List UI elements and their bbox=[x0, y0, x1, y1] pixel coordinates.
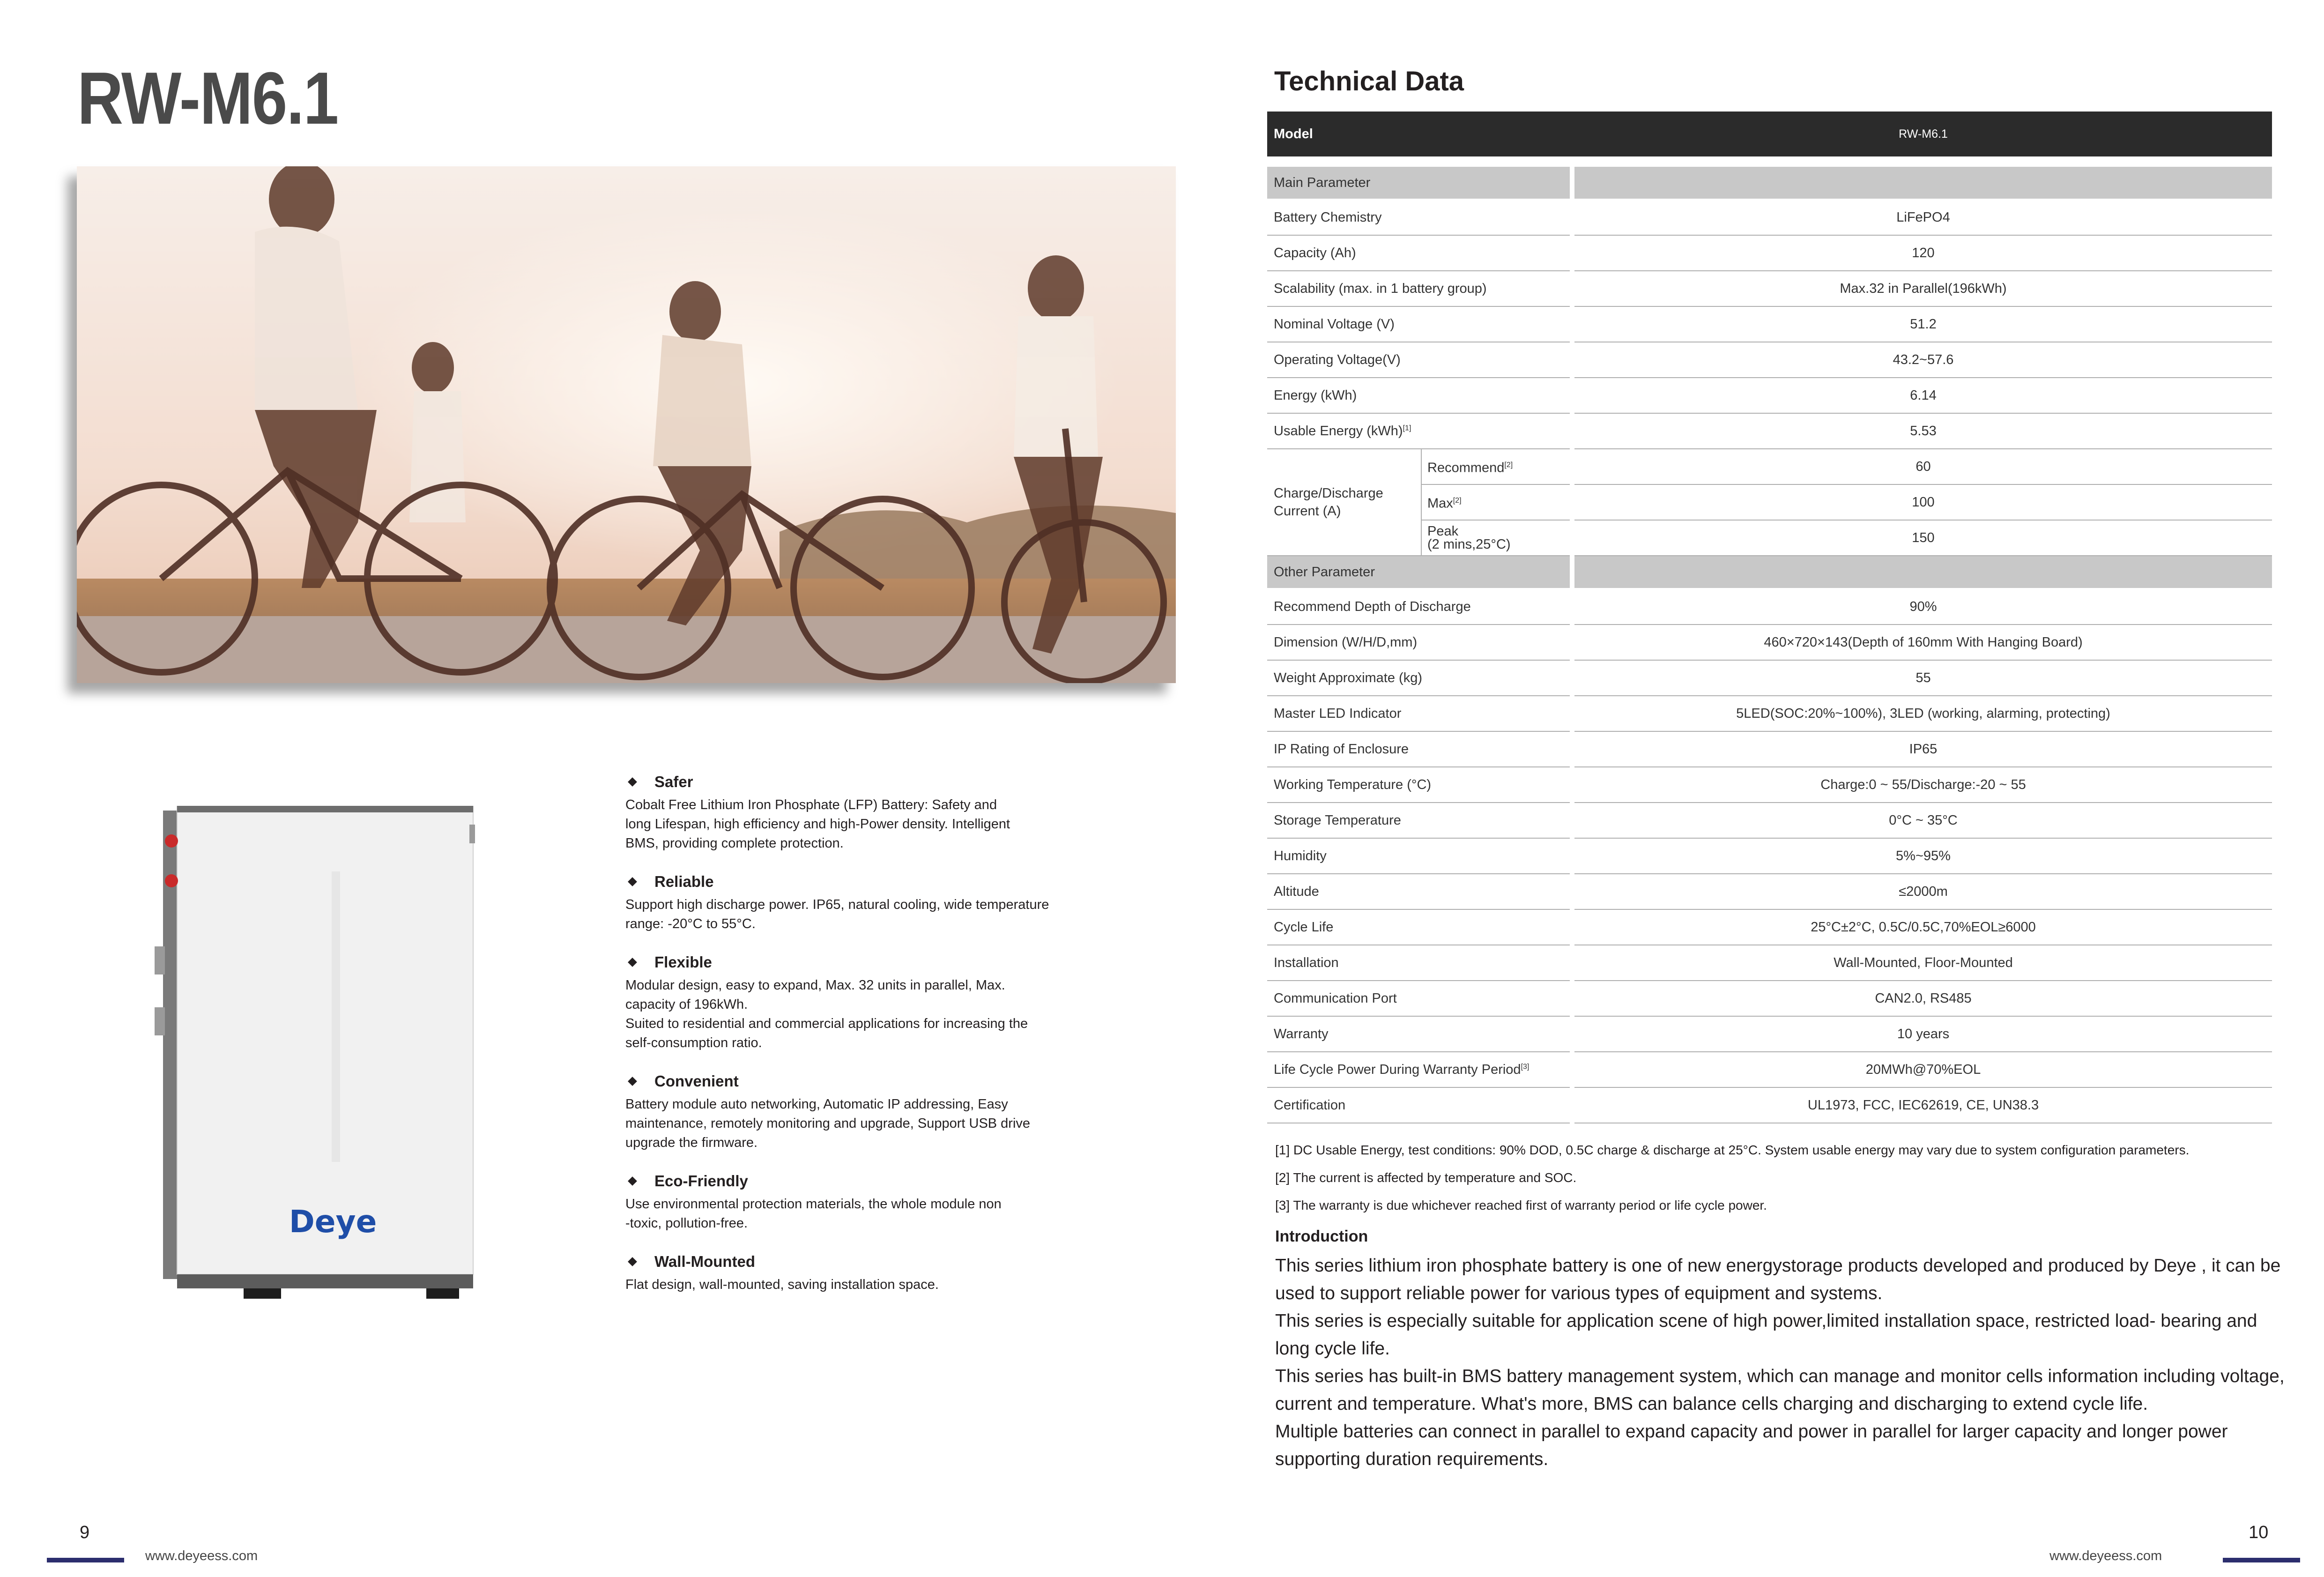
table-row bbox=[1267, 981, 2272, 1017]
table-row bbox=[1267, 945, 2272, 981]
feature-title: Eco-Friendly bbox=[654, 1172, 748, 1190]
header-value: RW-M6.1 bbox=[1574, 112, 2272, 156]
sub-label bbox=[1421, 485, 1570, 521]
intro-paragraph: This series lithium iron phosphate battery is one of new energystorage products developed and produced by Deye , it can be used to support reliable power for various types of equipment and systems. bbox=[1275, 1256, 2281, 1303]
feature-reliable bbox=[625, 873, 1075, 934]
intro-paragraph: This series is especially suitable for application scene of high power,limited installation space, restricted load- bearing and long cycle life. bbox=[1275, 1311, 2257, 1359]
row-label: Capacity (Ah) bbox=[1267, 236, 1570, 271]
row-value: 0°C ~ 35°C bbox=[1574, 803, 2272, 839]
row-label: Warranty bbox=[1267, 1017, 1570, 1052]
table-row bbox=[1267, 1017, 2272, 1052]
table-row bbox=[1267, 236, 2272, 271]
table-row bbox=[1267, 803, 2272, 839]
footnote-ref: [2] bbox=[1453, 497, 1462, 505]
page-number-right: 10 bbox=[2249, 1523, 2269, 1542]
diamond-bullet-icon bbox=[628, 877, 637, 886]
table-row bbox=[1267, 589, 2272, 625]
row-value: 460×720×143(Depth of 160mm With Hanging Board) bbox=[1574, 625, 2272, 661]
row-label bbox=[1267, 414, 1570, 449]
sub-label-text: Peak bbox=[1427, 524, 1459, 539]
diamond-bullet-icon bbox=[628, 777, 637, 787]
row-label: Cycle Life bbox=[1267, 910, 1570, 945]
table-row bbox=[1267, 449, 2272, 485]
footnotes bbox=[1275, 1136, 2287, 1219]
lifestyle-photo bbox=[77, 166, 1176, 683]
table-header-row bbox=[1267, 112, 2272, 156]
table-row bbox=[1267, 874, 2272, 910]
features-list bbox=[625, 773, 1075, 1314]
footnote-ref: [1] bbox=[1403, 424, 1411, 432]
table-row bbox=[1267, 1088, 2272, 1123]
row-label: Certification bbox=[1267, 1088, 1570, 1123]
feature-body: Support high discharge power. IP65, natural cooling, wide temperature range: -20°C to 55°C. bbox=[625, 897, 1049, 931]
section-other-parameter bbox=[1267, 556, 2272, 589]
table-row bbox=[1267, 414, 2272, 449]
row-label-text: Usable Energy (kWh) bbox=[1274, 423, 1403, 439]
feature-body: Cobalt Free Lithium Iron Phosphate (LFP) Battery: Safety and long Lifespan, high efficiency and high-Power density. Intelligent BMS, providing complete protection. bbox=[625, 797, 1010, 851]
table-row bbox=[1267, 910, 2272, 945]
row-value: 120 bbox=[1574, 236, 2272, 271]
model-title: RW-M6.1 bbox=[77, 57, 338, 140]
feature-eco-friendly bbox=[625, 1172, 1075, 1233]
footnote: [3] The warranty is due whichever reached first of warranty period or life cycle power. bbox=[1275, 1198, 1767, 1213]
table-row bbox=[1267, 342, 2272, 378]
feature-body: Battery module auto networking, Automatic IP addressing, Easy maintenance, remotely monitoring and upgrade, Support USB drive upgrade the firmware. bbox=[625, 1097, 1031, 1150]
section-label: Main Parameter bbox=[1267, 167, 1570, 200]
row-label: Charge/Discharge Current (A) bbox=[1267, 449, 1421, 556]
row-label: Humidity bbox=[1267, 839, 1570, 874]
feature-body: Flat design, wall-mounted, saving installation space. bbox=[625, 1277, 939, 1292]
diamond-bullet-icon bbox=[628, 1257, 637, 1266]
footnote: [1] DC Usable Energy, test conditions: 90% DOD, 0.5C charge & discharge at 25°C. System usable energy may vary due to system configuration parameters. bbox=[1275, 1143, 2190, 1157]
table-row bbox=[1267, 1052, 2272, 1088]
feature-safer bbox=[625, 773, 1075, 853]
row-value: ≤2000m bbox=[1574, 874, 2272, 910]
table-row bbox=[1267, 839, 2272, 874]
row-value: 43.2~57.6 bbox=[1574, 342, 2272, 378]
row-label: Storage Temperature bbox=[1267, 803, 1570, 839]
table-row bbox=[1267, 378, 2272, 414]
row-value: 60 bbox=[1574, 449, 2272, 485]
row-label: Working Temperature (°C) bbox=[1267, 767, 1570, 803]
footnote-ref: [2] bbox=[1504, 461, 1513, 469]
row-value: 6.14 bbox=[1574, 378, 2272, 414]
table-row bbox=[1267, 767, 2272, 803]
row-value: UL1973, FCC, IEC62619, CE, UN38.3 bbox=[1574, 1088, 2272, 1123]
row-value: 20MWh@70%EOL bbox=[1574, 1052, 2272, 1088]
row-value: 5LED(SOC:20%~100%), 3LED (working, alarming, protecting) bbox=[1574, 696, 2272, 732]
row-label: Operating Voltage(V) bbox=[1267, 342, 1570, 378]
deye-logo: Deye bbox=[289, 1204, 377, 1240]
technical-data-title: Technical Data bbox=[1274, 66, 1464, 97]
footnote: [2] The current is affected by temperature and SOC. bbox=[1275, 1170, 1577, 1185]
table-row bbox=[1267, 271, 2272, 307]
feature-title: Flexible bbox=[654, 953, 712, 971]
feature-wall-mounted bbox=[625, 1253, 1075, 1294]
website-link-left[interactable]: www.deyeess.com bbox=[145, 1548, 258, 1563]
table-row bbox=[1267, 200, 2272, 236]
row-value: Wall-Mounted, Floor-Mounted bbox=[1574, 945, 2272, 981]
feature-flexible bbox=[625, 953, 1075, 1053]
row-label: Weight Approximate (kg) bbox=[1267, 661, 1570, 696]
sub-label bbox=[1421, 449, 1570, 485]
row-value: 55 bbox=[1574, 661, 2272, 696]
section-label: Other Parameter bbox=[1267, 556, 1570, 589]
row-label: Master LED Indicator bbox=[1267, 696, 1570, 732]
row-label: Dimension (W/H/D,mm) bbox=[1267, 625, 1570, 661]
table-row bbox=[1267, 661, 2272, 696]
feature-body: Modular design, easy to expand, Max. 32 units in parallel, Max. capacity of 196kWh. Suited to residential and commercial applications for increasing the self-consumption ratio. bbox=[625, 978, 1028, 1050]
row-label: Scalability (max. in 1 battery group) bbox=[1267, 271, 1570, 307]
technical-data-table bbox=[1267, 112, 2272, 1123]
row-label: Battery Chemistry bbox=[1267, 200, 1570, 236]
row-label: Energy (kWh) bbox=[1267, 378, 1570, 414]
row-label: Altitude bbox=[1267, 874, 1570, 910]
row-label: Recommend Depth of Discharge bbox=[1267, 589, 1570, 625]
feature-title: Convenient bbox=[654, 1072, 739, 1090]
section-main-parameter bbox=[1267, 167, 2272, 200]
row-label-text: Life Cycle Power During Warranty Period bbox=[1274, 1062, 1521, 1077]
table-row bbox=[1267, 307, 2272, 342]
row-value: 150 bbox=[1574, 521, 2272, 556]
row-value: Max.32 in Parallel(196kWh) bbox=[1574, 271, 2272, 307]
row-value: 5%~95% bbox=[1574, 839, 2272, 874]
row-label: Communication Port bbox=[1267, 981, 1570, 1017]
diamond-bullet-icon bbox=[628, 1176, 637, 1186]
introduction-text bbox=[1275, 1252, 2287, 1473]
sub-label-text: (2 mins,25°C) bbox=[1427, 537, 1511, 552]
row-label: Installation bbox=[1267, 945, 1570, 981]
sub-label-text: Recommend bbox=[1427, 460, 1505, 476]
footer-bar-right bbox=[2223, 1558, 2300, 1562]
row-value: CAN2.0, RS485 bbox=[1574, 981, 2272, 1017]
row-label: IP Rating of Enclosure bbox=[1267, 732, 1570, 767]
row-value: 10 years bbox=[1574, 1017, 2272, 1052]
page-number-left: 9 bbox=[80, 1523, 90, 1542]
row-value: 90% bbox=[1574, 589, 2272, 625]
feature-title: Reliable bbox=[654, 873, 714, 890]
row-value: Charge:0 ~ 55/Discharge:-20 ~ 55 bbox=[1574, 767, 2272, 803]
diamond-bullet-icon bbox=[628, 1077, 637, 1086]
row-value: 5.53 bbox=[1574, 414, 2272, 449]
sub-label-text: Max bbox=[1427, 496, 1453, 511]
introduction-heading: Introduction bbox=[1275, 1227, 1368, 1245]
intro-paragraph: This series has built-in BMS battery management system, which can manage and monitor cells information including voltage, current and temperature. What's more, BMS can balance cells charging and discharging to extend cycle life. bbox=[1275, 1366, 2285, 1414]
feature-title: Wall-Mounted bbox=[654, 1253, 756, 1270]
row-value: 25°C±2°C, 0.5C/0.5C,70%EOL≥6000 bbox=[1574, 910, 2272, 945]
row-value: IP65 bbox=[1574, 732, 2272, 767]
table-row bbox=[1267, 696, 2272, 732]
table-row bbox=[1267, 732, 2272, 767]
row-value: 100 bbox=[1574, 485, 2272, 521]
sub-label bbox=[1421, 521, 1570, 556]
intro-paragraph: Multiple batteries can connect in parallel to expand capacity and power in parallel for larger capacity and longer power supporting duration requirements. bbox=[1275, 1421, 2228, 1469]
feature-body: Use environmental protection materials, the whole module non -toxic, pollution-free. bbox=[625, 1197, 1002, 1231]
row-value: LiFePO4 bbox=[1574, 200, 2272, 236]
feature-convenient bbox=[625, 1072, 1075, 1153]
table-row bbox=[1267, 625, 2272, 661]
battery-product-image bbox=[155, 806, 483, 1302]
header-label: Model bbox=[1267, 112, 1570, 156]
diamond-bullet-icon bbox=[628, 958, 637, 967]
website-link-right[interactable]: www.deyeess.com bbox=[2049, 1548, 2162, 1563]
feature-title: Safer bbox=[654, 773, 693, 790]
row-label: Nominal Voltage (V) bbox=[1267, 307, 1570, 342]
footer-bar-left bbox=[47, 1558, 124, 1562]
row-value: 51.2 bbox=[1574, 307, 2272, 342]
row-label bbox=[1267, 1052, 1570, 1088]
footnote-ref: [3] bbox=[1521, 1062, 1530, 1071]
